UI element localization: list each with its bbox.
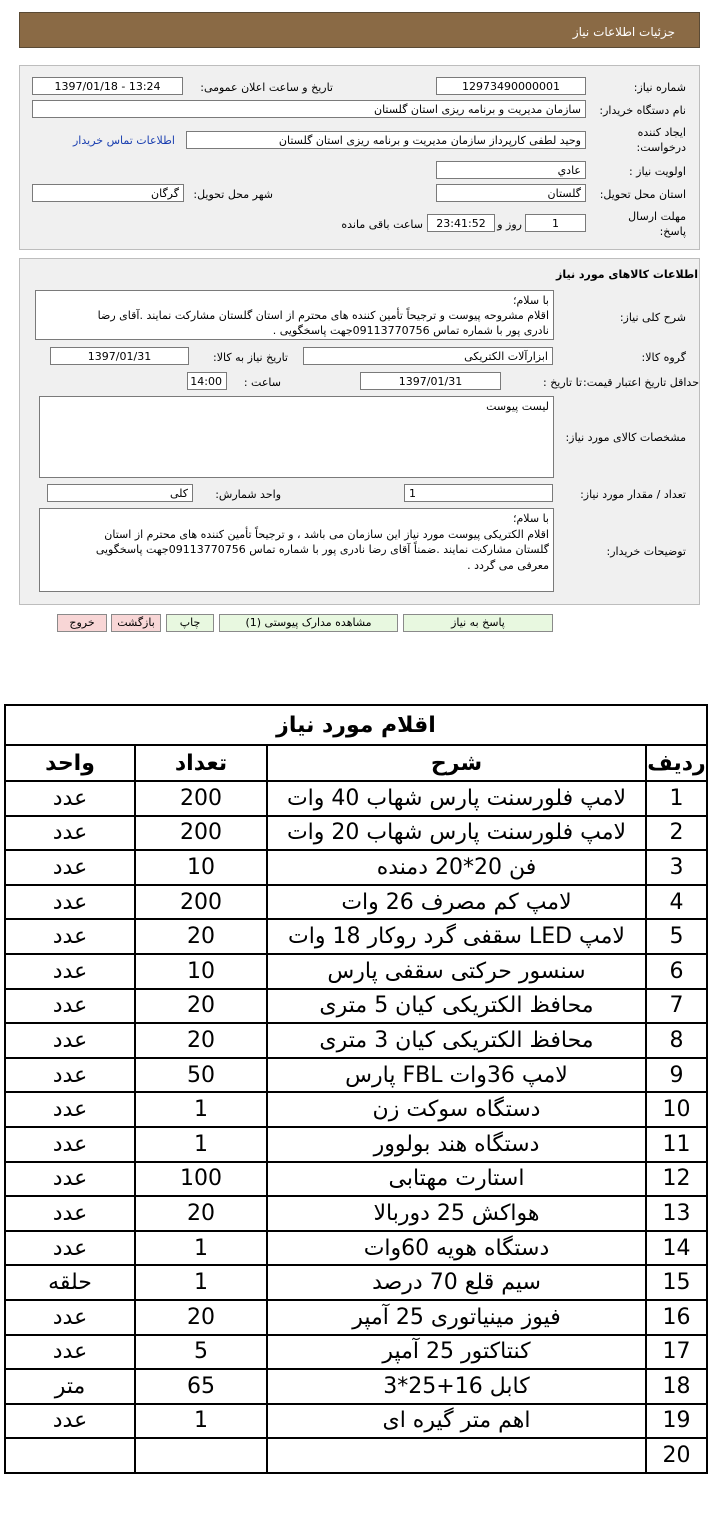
- items-table: [4, 704, 708, 1474]
- table-row: [5, 989, 707, 1024]
- until-date-field[interactable]: 1397/01/31: [360, 372, 501, 390]
- unit-cell: عدد: [5, 850, 135, 885]
- hour-label: ساعت :: [243, 376, 281, 389]
- unit-cell: عدد: [5, 1300, 135, 1335]
- deadline-days-field[interactable]: 1: [525, 214, 586, 232]
- goods-section-title: اطلاعات کالاهای مورد نیاز: [556, 268, 698, 281]
- quantity-cell: 1: [135, 1265, 267, 1300]
- description-cell: کنتاکتور 25 آمپر: [267, 1335, 646, 1370]
- deadline-remain-label: ساعت باقی مانده: [341, 218, 423, 231]
- quantity-cell: 20: [135, 1196, 267, 1231]
- unit-cell: عدد: [5, 1058, 135, 1093]
- description-cell: دستگاه هویه 60وات: [267, 1231, 646, 1266]
- back-button[interactable]: بازگشت: [111, 614, 161, 632]
- until-date-label: تا تاریخ :: [543, 376, 582, 389]
- row-number-cell: 12: [646, 1162, 707, 1197]
- announce-date-field[interactable]: 1397/01/18 - 13:24: [32, 77, 183, 95]
- description-cell: لامپ LED سقفی گرد روکار 18 وات: [267, 919, 646, 954]
- announce-date-label: تاریخ و ساعت اعلان عمومی:: [200, 81, 333, 94]
- quantity-cell: 5: [135, 1335, 267, 1370]
- quantity-cell: 20: [135, 919, 267, 954]
- row-number-cell: 20: [646, 1438, 707, 1473]
- exit-button[interactable]: خروج: [57, 614, 107, 632]
- table-row: [5, 1058, 707, 1093]
- unit-cell: [5, 1438, 135, 1473]
- buyer-name-field[interactable]: سازمان مدیریت و برنامه ریزی استان گلستان: [32, 100, 586, 118]
- desc-line: نادری پور با شماره تماس 09113770756جهت پاسخگویی .: [272, 324, 549, 337]
- city-field[interactable]: گرگان: [32, 184, 184, 202]
- header-quantity: تعداد: [135, 745, 267, 781]
- quantity-cell: 10: [135, 850, 267, 885]
- description-cell: اهم متر گیره ای: [267, 1404, 646, 1439]
- need-number-label: شماره نیاز:: [633, 81, 686, 94]
- table-row: [5, 781, 707, 816]
- priority-field[interactable]: عادي: [436, 161, 586, 179]
- description-cell: [267, 1438, 646, 1473]
- quantity-cell: 20: [135, 1300, 267, 1335]
- unit-cell: عدد: [5, 989, 135, 1024]
- table-row: [5, 1162, 707, 1197]
- desc-line: اقلام مشروحه پیوست و ترجیحاً تأمین کننده های محترم از استان گلستان مشارکت نمایند .آقای رضا: [97, 309, 549, 322]
- notes-line: گلستان مشارکت نمایند .ضمناً آقای رضا نادری پور با شماره تماس 09113770756جهت پاسخگویی: [95, 543, 549, 556]
- table-row: [5, 885, 707, 920]
- description-cell: محافظ الکتریکی کیان 5 متری: [267, 989, 646, 1024]
- goods-group-label: گروه کالا:: [641, 351, 686, 364]
- quantity-cell: [135, 1438, 267, 1473]
- row-number-cell: 16: [646, 1300, 707, 1335]
- buyer-contact-link[interactable]: اطلاعات تماس خریدار: [73, 134, 175, 147]
- row-number-cell: 9: [646, 1058, 707, 1093]
- row-number-cell: 7: [646, 989, 707, 1024]
- quantity-cell: 20: [135, 1023, 267, 1058]
- unit-field[interactable]: کلی: [47, 484, 193, 502]
- quantity-field[interactable]: 1: [404, 484, 553, 502]
- buyer-notes-textarea[interactable]: [39, 508, 554, 592]
- unit-cell: حلقه: [5, 1265, 135, 1300]
- description-cell: لامپ فلورسنت پارس شهاب 40 وات: [267, 781, 646, 816]
- quantity-cell: 1: [135, 1231, 267, 1266]
- quantity-cell: 200: [135, 816, 267, 851]
- table-row: [5, 919, 707, 954]
- unit-cell: عدد: [5, 816, 135, 851]
- row-number-cell: 11: [646, 1127, 707, 1162]
- page-header: [19, 12, 700, 48]
- reply-button[interactable]: پاسخ به نیاز: [403, 614, 553, 632]
- table-row: [5, 1092, 707, 1127]
- need-date-label: تاریخ نیاز به کالا:: [213, 351, 288, 364]
- specs-label: مشخصات کالای مورد نیاز:: [565, 431, 686, 444]
- table-row: [5, 1023, 707, 1058]
- table-row: [5, 954, 707, 989]
- unit-cell: عدد: [5, 954, 135, 989]
- quantity-cell: 65: [135, 1369, 267, 1404]
- deadline-label-2: پاسخ:: [659, 225, 686, 238]
- description-cell: استارت مهتابی: [267, 1162, 646, 1197]
- city-label: شهر محل تحویل:: [193, 188, 273, 201]
- row-number-cell: 2: [646, 816, 707, 851]
- unit-cell: عدد: [5, 781, 135, 816]
- deadline-days-label: روز و: [497, 218, 522, 231]
- row-number-cell: 14: [646, 1231, 707, 1266]
- table-row: [5, 850, 707, 885]
- creator-label-1: ایجاد کننده: [637, 126, 686, 139]
- province-label: استان محل تحویل:: [599, 188, 686, 201]
- notes-line: با سلام؛: [513, 512, 549, 525]
- row-number-cell: 1: [646, 781, 707, 816]
- table-title: اقلام مورد نیاز: [5, 705, 707, 745]
- buyer-notes-label: توضیحات خریدار:: [606, 545, 686, 558]
- header-description: شرح: [267, 745, 646, 781]
- row-number-cell: 3: [646, 850, 707, 885]
- table-row: [5, 1300, 707, 1335]
- page-title: جزئیات اطلاعات نیاز: [572, 25, 675, 39]
- quantity-cell: 1: [135, 1404, 267, 1439]
- description-cell: سیم قلع 70 درصد: [267, 1265, 646, 1300]
- hour-field[interactable]: 14:00: [187, 372, 227, 390]
- specs-textarea[interactable]: لیست پیوست: [39, 396, 554, 478]
- header-row-number: ردیف: [646, 745, 707, 781]
- general-desc-textarea[interactable]: [35, 290, 554, 340]
- table-row: [5, 1265, 707, 1300]
- description-cell: لامپ کم مصرف 26 وات: [267, 885, 646, 920]
- quantity-cell: 20: [135, 989, 267, 1024]
- priority-label: اولویت نیاز :: [628, 165, 686, 178]
- unit-cell: عدد: [5, 885, 135, 920]
- quantity-cell: 200: [135, 885, 267, 920]
- notes-line: معرفی می گردد .: [467, 558, 549, 572]
- unit-cell: عدد: [5, 919, 135, 954]
- general-desc-label: شرح کلی نیاز:: [619, 311, 686, 324]
- desc-line: با سلام؛: [513, 294, 549, 307]
- need-number-field[interactable]: 12973490000001: [436, 77, 586, 95]
- attachments-button[interactable]: مشاهده مدارک پیوستی (1): [219, 614, 398, 632]
- description-cell: هواکش 25 دوربالا: [267, 1196, 646, 1231]
- need-date-field[interactable]: 1397/01/31: [50, 347, 189, 365]
- unit-cell: عدد: [5, 1231, 135, 1266]
- deadline-time-field[interactable]: 23:41:52: [427, 214, 495, 232]
- row-number-cell: 18: [646, 1369, 707, 1404]
- unit-cell: عدد: [5, 1196, 135, 1231]
- unit-cell: عدد: [5, 1127, 135, 1162]
- unit-label: واحد شمارش:: [215, 488, 281, 501]
- row-number-cell: 8: [646, 1023, 707, 1058]
- province-field[interactable]: گلستان: [436, 184, 586, 202]
- price-validity-label: حداقل تاریخ اعتبار قیمت:: [583, 376, 699, 389]
- description-cell: فیوز مینیاتوری 25 آمپر: [267, 1300, 646, 1335]
- quantity-cell: 10: [135, 954, 267, 989]
- description-cell: لامپ فلورسنت پارس شهاب 20 وات: [267, 816, 646, 851]
- description-cell: سنسور حرکتی سقفی پارس: [267, 954, 646, 989]
- table-row: [5, 1404, 707, 1439]
- description-cell: لامپ 36وات FBL پارس: [267, 1058, 646, 1093]
- quantity-cell: 1: [135, 1127, 267, 1162]
- table-row: [5, 1231, 707, 1266]
- creator-field[interactable]: وحید لطفی کارپرداز سازمان مدیریت و برنامه ریزی استان گلستان: [186, 131, 586, 149]
- print-button[interactable]: چاپ: [166, 614, 214, 632]
- unit-cell: عدد: [5, 1092, 135, 1127]
- row-number-cell: 13: [646, 1196, 707, 1231]
- creator-label-2: درخواست:: [636, 141, 686, 154]
- row-number-cell: 17: [646, 1335, 707, 1370]
- description-cell: کابل 16+25*3: [267, 1369, 646, 1404]
- quantity-cell: 200: [135, 781, 267, 816]
- quantity-label: تعداد / مقدار مورد نیاز:: [580, 488, 686, 501]
- unit-cell: عدد: [5, 1162, 135, 1197]
- header-unit: واحد: [5, 745, 135, 781]
- row-number-cell: 10: [646, 1092, 707, 1127]
- deadline-label-1: مهلت ارسال: [628, 210, 686, 223]
- row-number-cell: 4: [646, 885, 707, 920]
- quantity-cell: 1: [135, 1092, 267, 1127]
- unit-cell: متر: [5, 1369, 135, 1404]
- table-row: [5, 1335, 707, 1370]
- table-row: [5, 816, 707, 851]
- table-row: [5, 1369, 707, 1404]
- row-number-cell: 5: [646, 919, 707, 954]
- row-number-cell: 19: [646, 1404, 707, 1439]
- notes-line: اقلام الکتریکی پیوست مورد نیاز این سازمان می باشد ، و ترجیحاً تأمین کننده های محترم از استان: [104, 527, 549, 541]
- row-number-cell: 6: [646, 954, 707, 989]
- unit-cell: عدد: [5, 1023, 135, 1058]
- description-cell: محافظ الکتریکی کیان 3 متری: [267, 1023, 646, 1058]
- description-cell: دستگاه هند بولوور: [267, 1127, 646, 1162]
- description-cell: دستگاه سوکت زن: [267, 1092, 646, 1127]
- row-number-cell: 15: [646, 1265, 707, 1300]
- table-row: [5, 1438, 707, 1473]
- quantity-cell: 50: [135, 1058, 267, 1093]
- table-row: [5, 1127, 707, 1162]
- unit-cell: عدد: [5, 1404, 135, 1439]
- description-cell: فن 20*20 دمنده: [267, 850, 646, 885]
- quantity-cell: 100: [135, 1162, 267, 1197]
- unit-cell: عدد: [5, 1335, 135, 1370]
- table-row: [5, 1196, 707, 1231]
- goods-group-field[interactable]: ابزارآلات الکتریکی: [303, 347, 553, 365]
- buyer-name-label: نام دستگاه خریدار:: [599, 104, 686, 117]
